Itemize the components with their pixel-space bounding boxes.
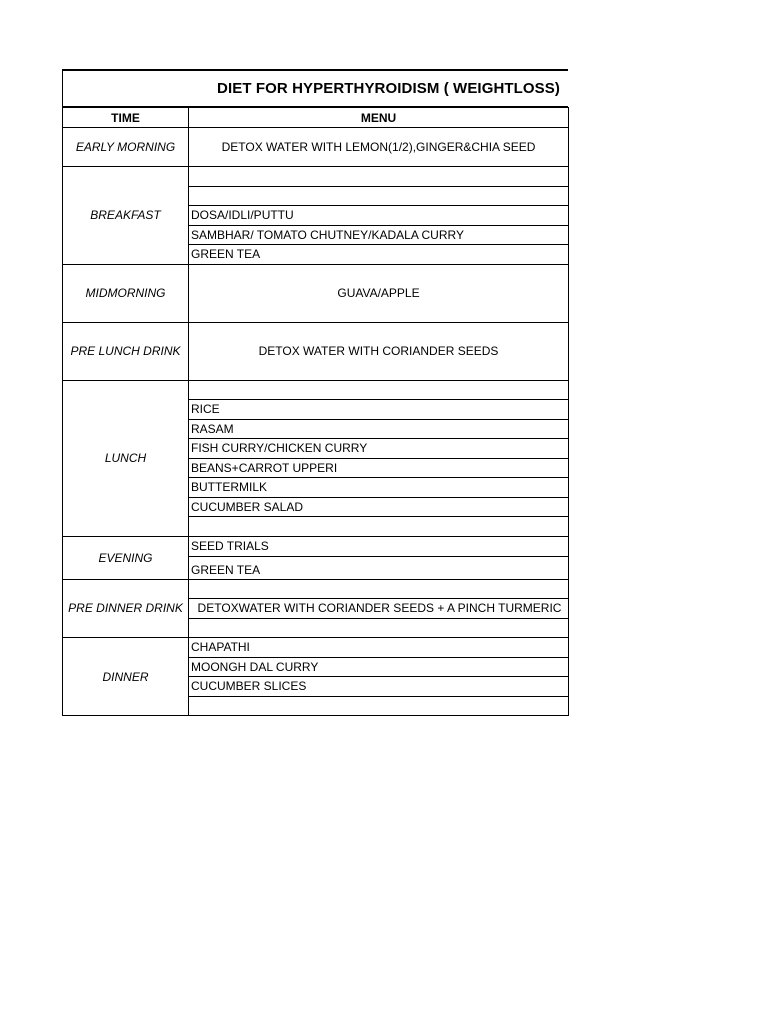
time-lunch: LUNCH — [63, 380, 189, 536]
menu-cell: RICE — [189, 400, 569, 420]
menu-cell: RASAM — [189, 419, 569, 439]
menu-cell: DOSA/IDLI/PUTTU — [189, 206, 569, 226]
time-evening: EVENING — [63, 536, 189, 579]
menu-cell — [189, 579, 569, 599]
menu-cell: CHAPATHI — [189, 638, 569, 658]
table-row — [63, 264, 569, 322]
time-midmorning: MIDMORNING — [63, 264, 189, 322]
header-row — [63, 108, 569, 128]
menu-cell: SEED TRIALS — [189, 536, 569, 556]
table-row — [63, 128, 569, 167]
table-row — [63, 167, 569, 187]
table-row — [63, 638, 569, 658]
menu-header: MENU — [189, 108, 569, 128]
menu-cell: CUCUMBER SALAD — [189, 497, 569, 517]
menu-cell: FISH CURRY/CHICKEN CURRY — [189, 439, 569, 459]
time-header: TIME — [63, 108, 189, 128]
table-row — [63, 322, 569, 380]
table-row — [63, 579, 569, 599]
menu-cell — [189, 696, 569, 716]
menu-cell: CUCUMBER SLICES — [189, 677, 569, 697]
time-dinner: DINNER — [63, 638, 189, 716]
menu-cell: BEANS+CARROT UPPERI — [189, 458, 569, 478]
menu-cell: MOONGH DAL CURRY — [189, 657, 569, 677]
menu-cell — [189, 517, 569, 537]
menu-cell: GUAVA/APPLE — [189, 264, 569, 322]
table-row — [63, 380, 569, 400]
menu-cell: BUTTERMILK — [189, 478, 569, 498]
menu-cell — [189, 380, 569, 400]
menu-cell — [189, 186, 569, 206]
table-row — [63, 536, 569, 556]
menu-cell: DETOX WATER WITH CORIANDER SEEDS — [189, 322, 569, 380]
menu-cell: DETOXWATER WITH CORIANDER SEEDS + A PINCH TURMERIC — [189, 599, 569, 619]
title-row — [62, 69, 568, 107]
menu-cell: DETOX WATER WITH LEMON(1/2),GINGER&CHIA SEED — [189, 128, 569, 167]
menu-cell: GREEN TEA — [189, 245, 569, 265]
time-pre-lunch: PRE LUNCH DRINK — [63, 322, 189, 380]
menu-cell: GREEN TEA — [189, 556, 569, 579]
page-title: DIET FOR HYPERTHYROIDISM ( WEIGHTLOSS) — [217, 79, 560, 97]
time-pre-dinner: PRE DINNER DRINK — [63, 579, 189, 638]
time-breakfast: BREAKFAST — [63, 167, 189, 265]
diet-table — [62, 107, 569, 716]
menu-cell — [189, 167, 569, 187]
menu-cell — [189, 618, 569, 638]
menu-cell: SAMBHAR/ TOMATO CHUTNEY/KADALA CURRY — [189, 225, 569, 245]
diet-sheet — [62, 69, 568, 716]
time-early-morning: EARLY MORNING — [63, 128, 189, 167]
